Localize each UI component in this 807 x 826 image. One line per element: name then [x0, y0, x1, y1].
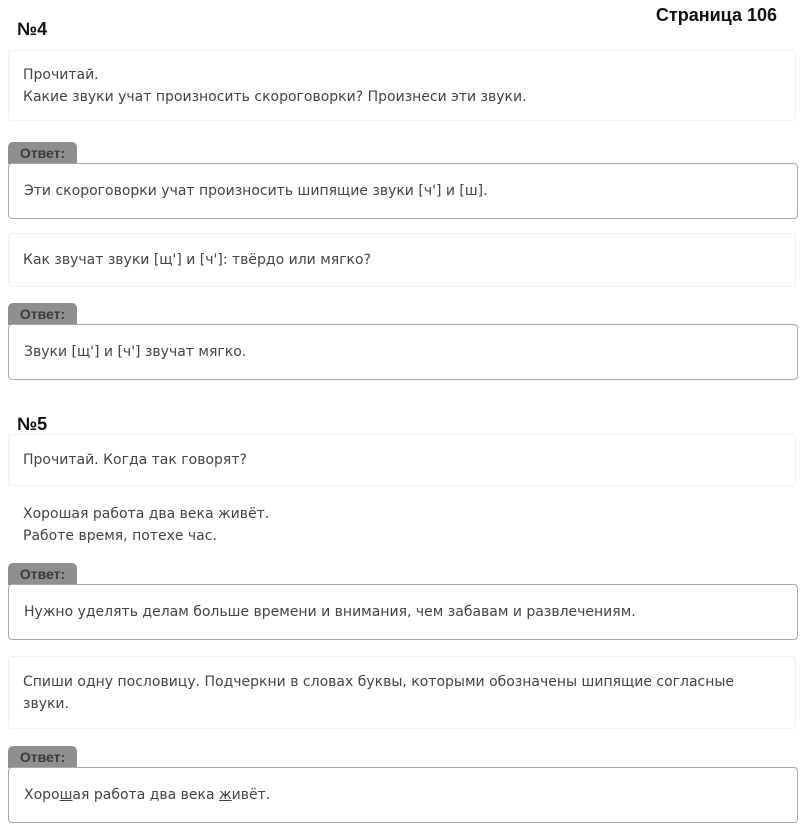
underlined-letter: ш [59, 787, 73, 803]
task-5-question-1 [8, 434, 796, 486]
answer-text-part: Хоро [24, 787, 60, 803]
task-5-question-2 [8, 656, 796, 729]
task-4-question-1-line-1: Прочитай. [23, 66, 99, 83]
task-4-answer-2-text: Звуки [щ'] и [ч'] звучат мягко. [24, 344, 247, 360]
task-5-answer-1-text: Нужно уделять делам больше времени и внимания, чем забавам и развлечениям. [24, 604, 636, 620]
proverb-1: Хорошая работа два века живёт. [23, 506, 270, 522]
task-4-question-2-text: Как звучат звуки [щ'] и [ч']: твёрдо или мягко? [23, 252, 372, 268]
task-5-question-1-text: Прочитай. Когда так говорят? [23, 452, 247, 468]
task-4-question-1 [8, 50, 796, 121]
answer-tab: Ответ: [8, 746, 77, 768]
task-5-number: №5 [17, 414, 48, 434]
answer-text-part: ивёт. [231, 787, 271, 803]
page-number-label: Страница 106 [655, 5, 777, 25]
task-4-answer-1 [8, 163, 798, 219]
underlined-letter: ж [219, 787, 232, 803]
task-4-number: №4 [17, 19, 48, 39]
task-5-proverbs [8, 497, 796, 553]
task-5-answer-1 [8, 584, 798, 640]
task-5-question-2-text: Спиши одну пословицу. Подчеркни в словах буквы, которыми обозначены шипящие согласные звуки. [23, 673, 735, 712]
task-5-answer-2-text [24, 784, 270, 806]
answer-tab: Ответ: [8, 303, 77, 325]
task-4-question-1-line-2: Какие звуки учат произносить скороговорки? Произнеси эти звуки. [23, 88, 527, 105]
task-5-answer-2 [8, 767, 798, 823]
task-4-answer-1-text: Эти скороговорки учат произносить шипящие звуки [ч'] и [ш]. [24, 183, 488, 199]
answer-text-part: ая работа два века [72, 787, 220, 803]
answer-tab: Ответ: [8, 142, 77, 164]
answer-tab: Ответ: [8, 563, 77, 585]
task-4-question-2 [8, 233, 796, 287]
proverb-2: Работе время, потехе час. [23, 528, 217, 544]
task-4-answer-2 [8, 324, 798, 380]
